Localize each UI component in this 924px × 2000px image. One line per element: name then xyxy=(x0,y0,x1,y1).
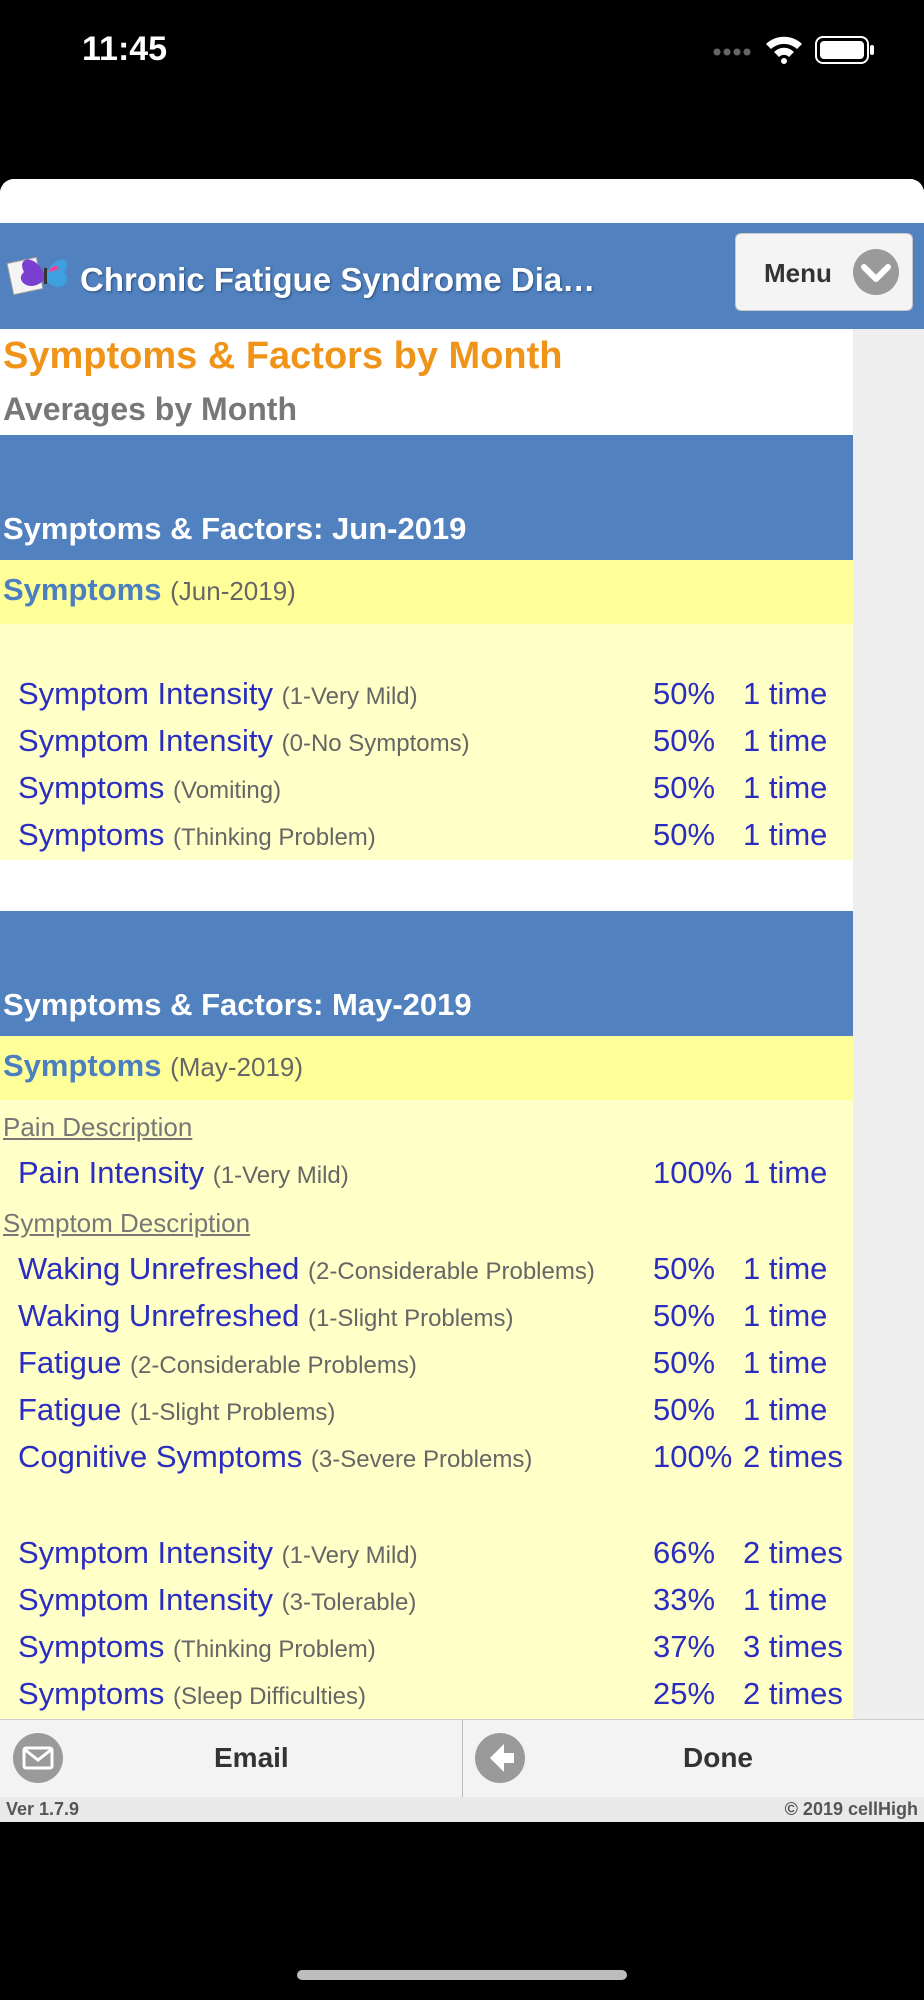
done-button-label: Done xyxy=(683,1742,753,1773)
row-percent: 25% xyxy=(653,1676,716,1711)
row-detail: (1-Very Mild) xyxy=(281,683,418,710)
list-item[interactable] xyxy=(0,1251,853,1297)
row-name: Symptom Intensity xyxy=(18,723,273,758)
back-arrow-icon xyxy=(474,1732,526,1784)
row-name: Waking Unrefreshed xyxy=(18,1251,300,1286)
row-name: Symptoms xyxy=(18,1676,165,1711)
row-name: Symptom Intensity xyxy=(18,1582,273,1617)
row-detail: (Thinking Problem) xyxy=(173,1636,376,1663)
row-name: Pain Intensity xyxy=(18,1155,205,1190)
symptoms-label: Symptoms xyxy=(3,1048,162,1083)
done-button[interactable] xyxy=(463,1720,924,1798)
app-title: Chronic Fatigue Syndrome Dia… xyxy=(80,261,596,298)
row-detail: (2-Considerable Problems) xyxy=(308,1258,595,1285)
row-percent: 100% xyxy=(653,1439,733,1474)
row-count: 1 time xyxy=(743,676,828,711)
row-count: 1 time xyxy=(743,1392,828,1427)
row-count: 2 times xyxy=(743,1535,843,1570)
category-heading: Symptom Description xyxy=(3,1208,251,1238)
row-name: Waking Unrefreshed xyxy=(18,1298,300,1333)
list-item[interactable] xyxy=(0,1582,853,1628)
list-item[interactable] xyxy=(0,1155,853,1201)
row-count: 1 time xyxy=(743,1582,828,1617)
section-header-title: Symptoms & Factors: Jun-2019 xyxy=(3,511,467,546)
bottom-toolbar xyxy=(0,1719,924,1798)
status-time: 11:45 xyxy=(82,30,168,68)
email-button-label: Email xyxy=(214,1742,289,1773)
list-item[interactable] xyxy=(0,1392,853,1438)
row-percent: 50% xyxy=(653,723,716,758)
page-subtitle: Averages by Month xyxy=(3,391,297,427)
symptoms-subheader xyxy=(0,560,853,624)
row-count: 1 time xyxy=(743,817,828,852)
row-detail: (3-Severe Problems) xyxy=(310,1446,533,1473)
sheet-top xyxy=(0,179,924,223)
row-name: Symptoms xyxy=(18,1629,165,1664)
list-item[interactable] xyxy=(0,1535,853,1581)
row-detail: (0-No Symptoms) xyxy=(281,730,470,757)
row-percent: 33% xyxy=(653,1582,716,1617)
symptoms-month: (May-2019) xyxy=(170,1052,304,1082)
row-detail: (1-Very Mild) xyxy=(212,1162,349,1189)
wifi-icon xyxy=(764,34,804,64)
list-item[interactable] xyxy=(0,1629,853,1675)
menu-button[interactable] xyxy=(735,233,913,311)
row-name: Cognitive Symptoms xyxy=(18,1439,303,1474)
row-count: 1 time xyxy=(743,723,828,758)
list-item[interactable] xyxy=(0,676,853,722)
symptoms-label: Symptoms xyxy=(3,572,162,607)
battery-icon xyxy=(815,36,875,64)
list-item[interactable] xyxy=(0,817,853,863)
footer xyxy=(0,1797,924,1822)
section-header xyxy=(0,435,853,560)
list-item[interactable] xyxy=(0,1439,853,1485)
email-button[interactable] xyxy=(0,1720,462,1798)
section-body xyxy=(0,1100,853,1719)
row-detail: (3-Tolerable) xyxy=(281,1589,417,1616)
row-percent: 50% xyxy=(653,1392,716,1427)
month-section-jun xyxy=(0,435,853,860)
row-name: Fatigue xyxy=(18,1345,122,1380)
row-detail: (Sleep Difficulties) xyxy=(173,1683,367,1710)
page-title: Symptoms & Factors by Month xyxy=(3,335,563,377)
scroll-gutter xyxy=(853,329,924,1719)
row-count: 1 time xyxy=(743,1298,828,1333)
section-header xyxy=(0,911,853,1036)
mail-icon xyxy=(12,1732,64,1784)
section-body xyxy=(0,624,853,860)
row-detail: (Thinking Problem) xyxy=(173,824,376,851)
row-percent: 50% xyxy=(653,1298,716,1333)
menu-button-label: Menu xyxy=(764,258,832,288)
row-count: 1 time xyxy=(743,1251,828,1286)
row-detail: (1-Very Mild) xyxy=(281,1542,418,1569)
symptoms-month: (Jun-2019) xyxy=(170,576,296,606)
home-indicator[interactable] xyxy=(297,1970,627,1980)
list-item[interactable] xyxy=(0,770,853,816)
row-count: 3 times xyxy=(743,1629,843,1664)
list-item[interactable] xyxy=(0,1345,853,1391)
row-count: 1 time xyxy=(743,770,828,805)
row-percent: 100% xyxy=(653,1155,733,1190)
chevron-down-icon xyxy=(852,248,900,296)
section-header-title: Symptoms & Factors: May-2019 xyxy=(3,987,472,1022)
row-name: Symptom Intensity xyxy=(18,676,273,711)
row-percent: 37% xyxy=(653,1629,716,1664)
row-percent: 50% xyxy=(653,817,716,852)
row-percent: 50% xyxy=(653,770,716,805)
status-bar xyxy=(0,0,924,100)
row-percent: 50% xyxy=(653,1345,716,1380)
row-count: 2 times xyxy=(743,1676,843,1711)
list-item[interactable] xyxy=(0,723,853,769)
list-item[interactable] xyxy=(0,1676,853,1719)
row-detail: (Vomiting) xyxy=(173,777,282,804)
row-count: 1 time xyxy=(743,1345,828,1380)
row-percent: 66% xyxy=(653,1535,716,1570)
category-heading: Pain Description xyxy=(3,1112,193,1142)
row-name: Symptoms xyxy=(18,770,165,805)
copyright-label: © 2019 cellHigh xyxy=(784,1799,918,1819)
symptoms-subheader xyxy=(0,1036,853,1100)
month-section-may xyxy=(0,911,853,1719)
row-detail: (1-Slight Problems) xyxy=(130,1399,336,1426)
row-count: 1 time xyxy=(743,1155,828,1190)
list-item[interactable] xyxy=(0,1298,853,1344)
nav-bar xyxy=(0,223,924,329)
butterfly-logo-icon xyxy=(6,250,76,298)
row-name: Symptoms xyxy=(18,817,165,852)
row-name: Symptom Intensity xyxy=(18,1535,273,1570)
row-detail: (2-Considerable Problems) xyxy=(130,1352,417,1379)
report-content[interactable] xyxy=(0,329,924,1719)
row-name: Fatigue xyxy=(18,1392,122,1427)
row-count: 2 times xyxy=(743,1439,843,1474)
row-percent: 50% xyxy=(653,676,716,711)
row-detail: (1-Slight Problems) xyxy=(308,1305,514,1332)
signal-icon xyxy=(712,46,754,58)
row-percent: 50% xyxy=(653,1251,716,1286)
version-label: Ver 1.7.9 xyxy=(6,1799,80,1819)
